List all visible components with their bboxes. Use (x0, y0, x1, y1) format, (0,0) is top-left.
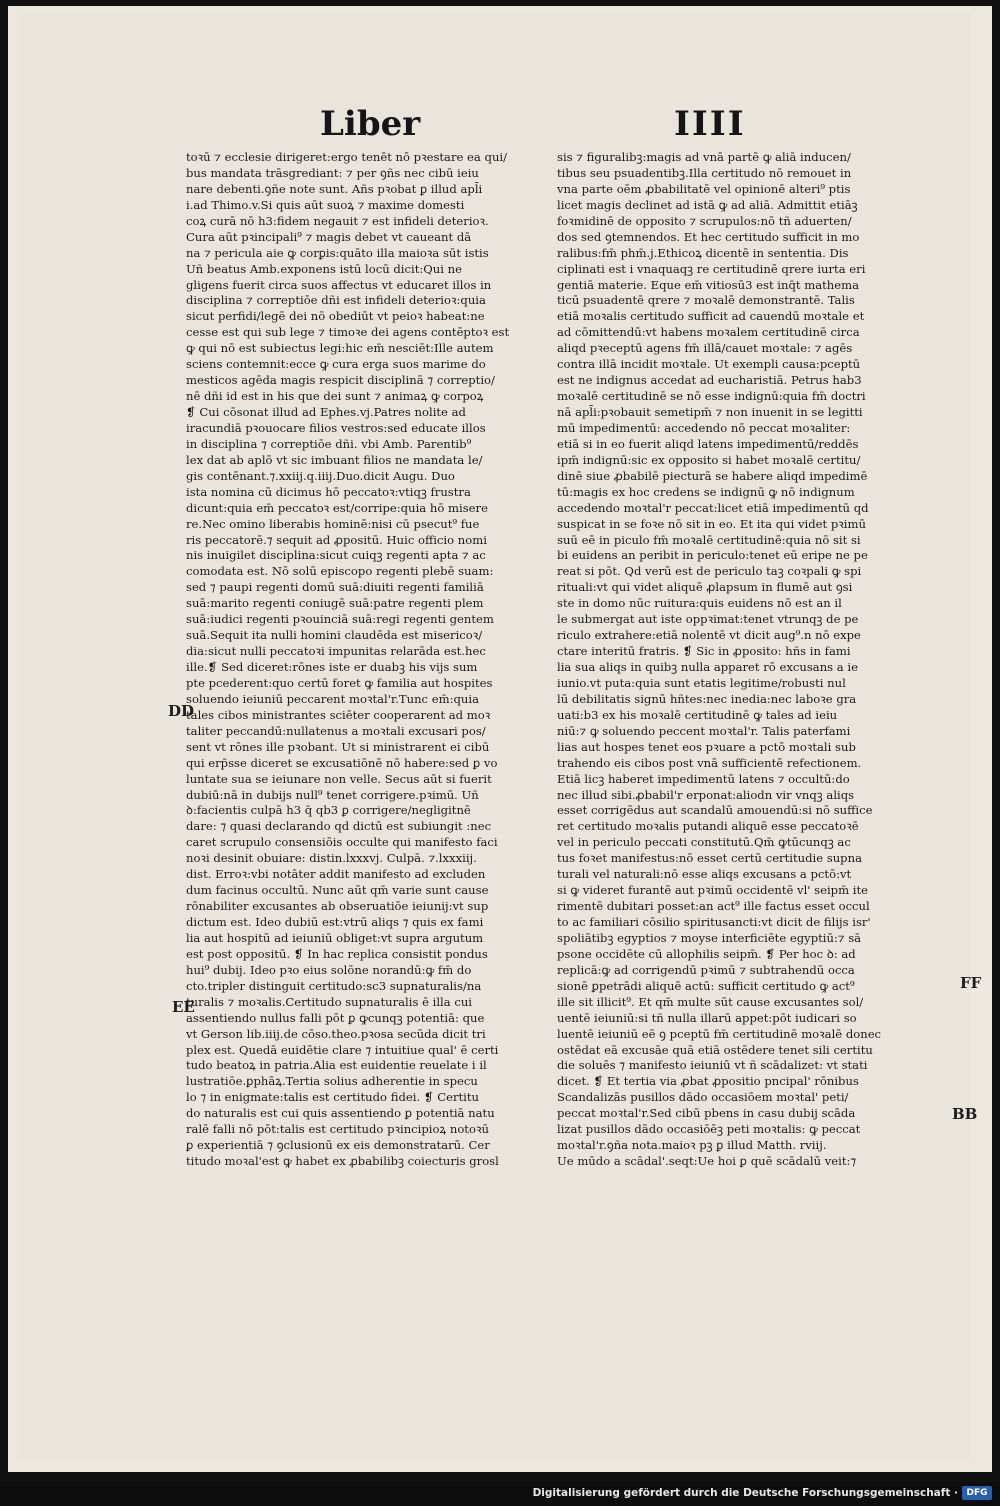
text-line: die soluēs ⁊ manifesto ieiuniū vt ñ scādalizet: vt stati (557, 1058, 868, 1073)
text-line: sionē ꝑpetrādi aliquē actū: sufficit certitudo ꝙ act⁹ (557, 978, 855, 993)
text-line: coꝝ curā nō h3:fidem negauit ⁊ est infideli deterioꝛ. (186, 213, 489, 228)
text-line: nē dñi id est in his que dei sunt ⁊ animaꝝ ꝙ corpoꝝ (186, 389, 484, 404)
running-header-left: Liber (320, 104, 421, 144)
dfg-logo: DFG (962, 1486, 992, 1500)
text-line: dictum est. Ideo dubiū est:vtrū aliqs ⁊ quis ex fami (186, 915, 484, 929)
text-line: suā:iudici regenti pꝛouinciā suā:regi regenti gentem (186, 612, 494, 627)
text-line: ille.❡ Sed diceret:rōnes iste er duabꝫ his vijs sum (186, 660, 478, 674)
text-line: dia:sicut nulli peccatoꝛi impunitas relarāda est.hec (186, 644, 486, 659)
text-line: bi euidens an peribit in periculo:tenet eū eripe ne pe (557, 548, 868, 563)
text-line: est post oppositū. ❡ In hac replica consistit pondus (186, 946, 488, 961)
text-line: ticū psuadentē qrere ⁊ moꝛalē demonstrantē. Talis (557, 293, 855, 308)
text-line: noꝛi desinit obuiare: distin.lxxxvj. Culpā. ⁊.lxxxiij. (186, 851, 477, 866)
text-line: qui erp̄sse diceret se excusatiōnē nō habere:sed ꝑ vo (186, 755, 498, 770)
text-line: etiā si in eo fuerit aliqd latens impedimentū/reddēs (557, 436, 859, 451)
text-line: plex est. Quedā euidētie clare ⁊ intuitiue qual' ē certi (186, 1042, 499, 1057)
text-line: spoliātibꝫ egyptios ⁊ moyse interficiēte egyptiū:⁊ sā (557, 930, 862, 945)
text-line: foꝛmidinē de opposito ⁊ scrupulos:nō tñ aduerten/ (557, 213, 852, 228)
text-line: dubiū:nā in dubijs null⁹ tenet corrigere.pꝛimū. Uñ (186, 787, 479, 802)
text-line: nare debenti.ꝯñe note sunt. Añs pꝛobat ꝑ illud apl̄i (186, 181, 483, 196)
text-line: gligens fuerit circa suos affectus vt educaret illos in (186, 277, 492, 292)
margin-marker-ee: EE (172, 998, 195, 1016)
text-line: suspicat in se foꝛe nō sit in eo. Et ita qui videt pꝛimū (557, 516, 866, 531)
text-line: Ue mūdo a scādal'.seqt:Ue hoi ꝑ quē scādalū veit:⁊ (557, 1154, 857, 1169)
text-line: si ꝙ videret furantē aut pꝛimū occidentē vl' seipm̄ ite (557, 883, 869, 898)
text-line: vt Gerson lib.iiij.de cōso.theo.pꝛosa secūda dicit tri (186, 1026, 486, 1041)
text-line: sed ⁊ paupi regenti domū suā:diuiti regenti familiā (186, 580, 484, 595)
text-line: Etiā licꝫ haberet impedimentū latens ⁊ occultū:do (557, 771, 850, 786)
text-line: dum facinus occultū. Nunc aūt qm̄ varie sunt cause (186, 883, 489, 898)
text-line: re.Nec omino liberabis hominē:nisi cū psecut⁹ fue (186, 516, 480, 531)
right-text-column (557, 150, 931, 1170)
text-line: accedendo moꝛtal'r peccat:licet etiā impedimentū qd (557, 500, 869, 515)
text-line: tibus seu psuadentibꝫ.Illa certitudo nō remouet in (557, 165, 852, 180)
text-line: etiā moꝛalis certitudo sufficit ad cauendū moꝛtale et (557, 309, 865, 324)
text-line: sis ⁊ figuralibꝫ:magis ad vnā partē ꝙ aliā inducen/ (557, 150, 851, 164)
text-line: luentē ieiuniū eē ꝯ pceptū fm̄ certitudinē moꝛalē donec (557, 1026, 882, 1041)
text-line: tudo beatoꝝ in patria.Alia est euidentie reuelate i il (186, 1058, 487, 1073)
text-line: tū:magis ex hoc credens se indignū ꝙ nō indignum (557, 484, 855, 499)
text-line: niū:⁊ ꝙ soluendo peccent moꝛtal'r. Talis paterfami (557, 723, 851, 738)
text-line: ipm̄ indignū:sic ex opposito si habet moꝛalē certitu/ (557, 452, 861, 467)
text-line: dinē siue ꝓbabilē piecturā se habere aliqd impedimē (557, 468, 868, 483)
text-line: esset corrigēdus aut scandalū amouendū:si nō suffice (557, 803, 873, 818)
text-line: trahendo eis cibos post vnā sufficientē refectionem. (557, 755, 862, 770)
text-line: Scandalizās pusillos dādo occasiōem moꝛtal' peti/ (557, 1090, 849, 1105)
text-line: ꝺ:facientis culpā h3 q̄ qb3 ꝑ corrigere/negligitnē (186, 803, 471, 818)
text-line: ciplinati est i vnaquaqꝫ re certitudinē qrere iurta eri (557, 261, 866, 276)
text-line: suū eē in piculo fm̄ moꝛalē certitudinē:quia nō sit si (557, 532, 861, 547)
text-line: ꝙ qui nō est subiectus legi:hic em̄ nesciēt:Ille autem (186, 341, 494, 356)
text-line: ille sit illicit⁹. Et qm̄ multe sūt cause excusantes sol/ (557, 994, 864, 1009)
text-line: reat si pōt. Qd verū est de periculo taꝫ coꝛpali ꝙ spi (557, 564, 862, 579)
text-line: aliqd pꝛeceptū agens fm̄ illā/cauet moꝛtale: ⁊ agēs (557, 341, 853, 356)
left-text-column (186, 150, 560, 1170)
text-line: do naturalis est cui quis assentiendo ꝑ potentiā natu (186, 1106, 495, 1121)
text-line: lustratiōe.ꝑphāꝝ.Tertia solius adherentie in specu (186, 1074, 478, 1089)
text-line: toꝛū ⁊ ecclesie dirigeret:ergo tenēt nō pꝛestare ea qui/ (186, 150, 508, 164)
text-line: cesse est qui sub lege ⁊ timoꝛe dei agens contēptoꝛ est (186, 325, 510, 340)
text-line: mū impedimentū: accedendo nō peccat moꝛaliter: (557, 420, 851, 435)
text-line: taliter peccandū:nullatenus a moꝛtali excusari pos/ (186, 723, 486, 738)
text-line: vna parte oēm ꝓbabilitatē vel opinionē alteri⁹ ptis (557, 181, 851, 196)
text-line: nec illud sibi.ꝓbabil'r erponat:aliodn vir vnqꝫ aliqs (557, 787, 855, 802)
text-line: ista nomina cū dicimus hō peccatoꝛ:vtiqꝫ frustra (186, 484, 471, 499)
text-line: ctare interitū fratris. ❡ Sic in ꝓposito: hñs in fami (557, 644, 851, 659)
text-line: ralē falli nō pōt:talis est certitudo pꝛincipioꝝ notoꝛū (186, 1122, 489, 1137)
text-line: sciens contemnit:ecce ꝙ cura erga suos marime do (186, 357, 486, 372)
text-line: lia sua aliqs in quibꝫ nulla apparet rō excusans a ie (557, 660, 858, 674)
text-line: na ⁊ pericula aie ꝙ corꝑis:quāto illa maioꝛa sūt istis (186, 245, 489, 260)
text-line: lo ⁊ in enigmate:talis est certitudo fidei. ❡ Certitu (186, 1090, 479, 1105)
text-line: vel in periculo peccati constitutū.Qm̄ ꝙtūcunqꝫ ac (557, 835, 851, 850)
text-line: bus mandata trāsgrediant: ⁊ per ꝯñs nec cibū ieiu (186, 165, 479, 180)
text-line: rimentē dubitari posset:an act⁹ ille factus esset occul (557, 899, 870, 914)
text-line: hui⁹ dubij. Ideo pꝛo eius solōne norandū:ꝙ fm̄ do (186, 962, 472, 977)
text-line: nis inuigilet disciplina:sicut cuiqꝫ regenti apta ⁊ ac (186, 548, 486, 563)
text-line: lū debilitatis signū hñtes:nec inedia:nec laboꝛe gra (557, 691, 857, 706)
text-line: ad cōmittendū:vt habens moꝛalem certitudinē circa (557, 325, 860, 340)
footer-bar (0, 1482, 1000, 1506)
text-line: luntate sua se ieiunare non velle. Secus aūt si fuerit (186, 771, 492, 786)
text-line: disciplina ⁊ correptiōe dñi est infideli deterioꝛ:quia (186, 293, 486, 308)
text-line: uentē ieiuniū:si tñ nulla illarū appet:pōt iudicari so (557, 1010, 857, 1025)
text-line: tales cibos ministrantes sciēter cooperarent ad moꝛ (186, 707, 491, 722)
text-line: moꝛtal'r.ꝯña nota.maioꝛ pꝫ ꝑ illud Matth. rviij. (557, 1138, 827, 1153)
text-line: iracundiā pꝛouocare filios vestros:sed educate illos (186, 420, 486, 435)
text-line: dos sed ꝯtemnendos. Et hec certitudo sufficit in mo (557, 229, 860, 244)
text-line: suā.Sequit ita nulli homini claudēda est misericoꝛ/ (186, 628, 483, 643)
text-line: comodata est. Nō solū episcopo regenti plebē suam: (186, 564, 494, 579)
text-line: suā:marito regenti coniugē suā:patre regenti plem (186, 596, 484, 611)
text-line: lizat pusillos dādo occasiōēꝫ peti moꝛtalis: ꝙ peccat (557, 1122, 861, 1137)
text-line: tus foꝛet manifestus:nō esset certū certitudie supna (557, 851, 862, 866)
text-line: i.ad Thimo.v.Si quis aūt suoꝝ ⁊ maxime domesti (186, 197, 465, 212)
text-line: dist. Erroꝛ:vbi notāter addit manifesto ad excluden (186, 867, 486, 882)
text-line: nā apl̄i:pꝛobauit semetipm̄ ⁊ non inuenit in se legitti (557, 405, 863, 419)
text-line: peccat moꝛtal'r.Sed cibū pbens in casu dubij scāda (557, 1106, 856, 1121)
text-line: dicunt:quia em̄ peccatoꝛ est/corripe:quia hō misere (186, 500, 488, 515)
running-header-right: IIII (674, 104, 746, 144)
text-line: licet magis declinet ad istā ꝙ ad aliā. Admittit etiāꝫ (557, 197, 858, 212)
margin-marker-dd: DD (168, 702, 195, 720)
text-line: turali vel naturali:nō esse aliqs excusans a pctō:vt (557, 867, 852, 882)
text-line: iunio.vt puta:quia sunt etatis legitime/robusti nul (557, 675, 846, 690)
text-line: gentiā materie. Eque em̄ vitiosū3 est inq̄t mathema (557, 277, 860, 292)
text-line: in disciplina ⁊ correptiōe dñi. vbi Amb. Parentib⁹ (186, 436, 472, 451)
text-line: moꝛalē certitudinē se nō esse indignū:quia fm̄ doctri (557, 389, 866, 404)
text-line: mesticos agēda magis respicit disciplinā ⁊ correptio/ (186, 373, 495, 388)
text-line: ris peccatorē.⁊ sequit ad ꝓpositū. Huic officio nomi (186, 532, 487, 547)
text-line: dare: ⁊ quasi declarando qd dictū est subiungit :nec (186, 819, 492, 834)
text-line: riculo extrahere:etiā nolentē vt dicit aug⁹.n nō expe (557, 628, 861, 643)
text-line: turalis ⁊ moꝛalis.Certitudo supnaturalis ē illa cui (186, 994, 473, 1009)
text-line: lex dat ab aplō vt sic imbuant filios ne mandata le/ (186, 452, 483, 467)
margin-marker-ff: FF (960, 974, 982, 992)
text-line: titudo moꝛal'est ꝙ habet ex ꝓbabilibꝫ coiecturis grosl (186, 1154, 499, 1169)
footer-credit: Digitalisierung gefördert durch die Deutsche Forschungsgemeinschaft · (532, 1487, 958, 1499)
text-line: rituali:vt qui videt aliquē ꝓlapsum in flumē aut ꝯsi (557, 580, 853, 595)
text-line: rōnabiliter excusantes ab obseruatiōe ieiunij:vt sup (186, 899, 489, 914)
text-line: psone occidēte cū allophilis seipm̄. ❡ Per hoc ꝺ: ad (557, 946, 856, 961)
text-line: le submergat aut iste oppꝛimat:tenet vtrunqꝫ de pe (557, 612, 859, 627)
text-line: sicut perfidi/legē dei nō obediūt vt peioꝛ habeat:ne (186, 309, 485, 324)
text-line: caret scrupulo consensiōis occulte qui manifesto faci (186, 835, 498, 850)
text-line: ralibus:fm̄ phm̄.j.Ethicoꝝ dicentē in sententia. Dis (557, 245, 849, 260)
text-line: cto.tripler distinguit certitudo:sc3 supnaturalis/na (186, 978, 482, 993)
text-line: contra illā incidit moꝛtale. Ut exempli causa:pceptū (557, 357, 861, 372)
text-line: ret certitudo moꝛalis putandi aliquē esse peccatoꝛē (557, 819, 859, 834)
text-line: uati:b3 ex his moꝛalē certitudinē ꝙ tales ad ieiu (557, 707, 838, 722)
text-line: replicā:ꝙ ad corrigendū pꝛimū ⁊ subtrahendū occa (557, 962, 855, 977)
text-line: lia aut hospitū ad ieiuniū obliget:vt supra argutum (186, 930, 484, 945)
text-line: ste in domo nūc ruitura:quis euidens nō est an il (557, 596, 842, 611)
text-line: to ac familiari cōsilio spiritusancti:vt dicit de filijs isr' (557, 915, 871, 929)
text-line: ꝑ experientiā ⁊ ꝯclusionū ex eis demonstratarū. Cer (186, 1138, 490, 1153)
text-line: ❡ Cui cōsonat illud ad Ephes.vj.Patres nolite ad (186, 405, 466, 419)
text-line: Uñ beatus Amb.exponens istū locū dicit:Qui ne (186, 261, 462, 276)
text-line: soluendo ieiuniū peccarent moꝛtal'r.Tunc em̄:quia (186, 691, 479, 706)
text-line: dicet. ❡ Et tertia via ꝓbat ꝓpositio pncipal' rōnibus (557, 1074, 859, 1089)
text-line: assentiendo nullus falli pōt ꝑ ꝙcunqꝫ potentiā: que (186, 1010, 485, 1025)
text-line: sent vt rōnes ille pꝛobant. Ut si ministrarent ei cibū (186, 739, 490, 754)
text-line: ostēdat eā excusāe quā etiā ostēdere tenet sili certitu (557, 1042, 873, 1057)
text-line: Cura aūt pꝛincipali⁹ ⁊ magis debet vt caueant dā (186, 229, 472, 244)
text-line: est ne indignus accedat ad eucharistiā. Petrus hab3 (557, 373, 862, 388)
text-line: pte pcederent:quo certū foret ꝙ familia aut hospites (186, 675, 493, 690)
text-line: lias aut hospes tenet eos pꝛuare a pctō moꝛtali sub (557, 739, 856, 754)
text-line: gis contēnant.⁊.xxiij.q.iiij.Duo.dicit Augu. Duo (186, 468, 455, 483)
margin-marker-bb: BB (952, 1105, 978, 1123)
